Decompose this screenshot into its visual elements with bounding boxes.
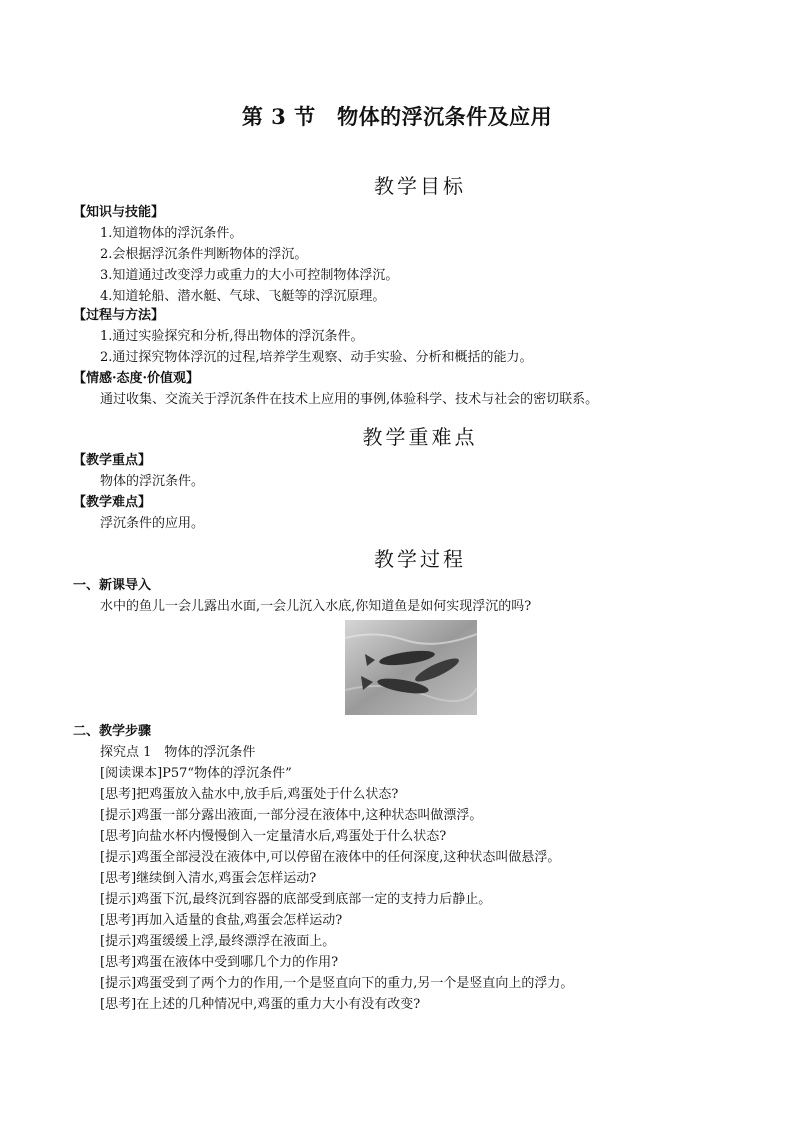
process-method-item: 2.通过探究物体浮沉的过程,培养学生观察、动手实验、分析和概括的能力。 — [100, 350, 533, 365]
process-method-item: 1.通过实验探究和分析,得出物体的浮沉条件。 — [100, 329, 364, 344]
step-line: [思考]鸡蛋在液体中受到哪几个力的作用? — [100, 955, 339, 970]
step-line: [阅读课本]P57“物体的浮沉条件” — [100, 766, 292, 781]
intro-text: 水中的鱼儿一会儿露出水面,一会儿沉入水底,你知道鱼是如何实现浮沉的吗? — [100, 599, 532, 614]
emotion-heading: 【情感·态度·价值观】 — [73, 371, 200, 386]
step-line: [提示]鸡蛋受到了两个力的作用,一个是竖直向下的重力,另一个是竖直向上的浮力。 — [100, 976, 574, 991]
page-title: 第 3 节 物体的浮沉条件及应用 — [241, 104, 553, 129]
focus-heading: 【教学重点】 — [73, 453, 152, 468]
knowledge-item: 1.知道物体的浮沉条件。 — [100, 226, 243, 241]
fish-photo — [345, 620, 477, 715]
step-line: [提示]鸡蛋全部浸没在液体中,可以停留在液体中的任何深度,这种状态叫做悬浮。 — [100, 850, 561, 865]
section-heading-process: 教学过程 — [374, 547, 466, 571]
step-line: [思考]再加入适量的食盐,鸡蛋会怎样运动? — [100, 913, 343, 928]
steps-heading: 二、教学步骤 — [73, 724, 152, 739]
step-line: [提示]鸡蛋下沉,最终沉到容器的底部受到底部一定的支持力后静止。 — [100, 892, 492, 907]
explore-point-title: 探究点 1 物体的浮沉条件 — [100, 745, 256, 760]
step-line: [思考]向盐水杯内慢慢倒入一定量清水后,鸡蛋处于什么状态? — [100, 829, 447, 844]
intro-heading: 一、新课导入 — [73, 578, 152, 593]
knowledge-heading: 【知识与技能】 — [73, 205, 165, 220]
knowledge-item: 3.知道通过改变浮力或重力的大小可控制物体浮沉。 — [100, 268, 399, 283]
section-heading-objectives: 教学目标 — [374, 174, 466, 198]
fish-illustration — [345, 620, 477, 715]
step-line: [思考]在上述的几种情况中,鸡蛋的重力大小有没有改变? — [100, 997, 421, 1012]
knowledge-item: 4.知道轮船、潜水艇、气球、飞艇等的浮沉原理。 — [100, 289, 386, 304]
difficulty-text: 浮沉条件的应用。 — [100, 516, 205, 531]
step-line: [思考]继续倒入清水,鸡蛋会怎样运动? — [100, 871, 317, 886]
knowledge-item: 2.会根据浮沉条件判断物体的浮沉。 — [100, 247, 308, 262]
difficulty-heading: 【教学难点】 — [73, 495, 152, 510]
process-method-heading: 【过程与方法】 — [73, 308, 165, 323]
step-line: [思考]把鸡蛋放入盐水中,放手后,鸡蛋处于什么状态? — [100, 787, 399, 802]
step-line: [提示]鸡蛋一部分露出液面,一部分浸在液体中,这种状态叫做漂浮。 — [100, 808, 483, 823]
focus-text: 物体的浮沉条件。 — [100, 474, 205, 489]
section-heading-key-points: 教学重难点 — [362, 425, 478, 449]
emotion-text: 通过收集、交流关于浮沉条件在技术上应用的事例,体验科学、技术与社会的密切联系。 — [100, 392, 599, 407]
step-line: [提示]鸡蛋缓缓上浮,最终漂浮在液面上。 — [100, 934, 336, 949]
